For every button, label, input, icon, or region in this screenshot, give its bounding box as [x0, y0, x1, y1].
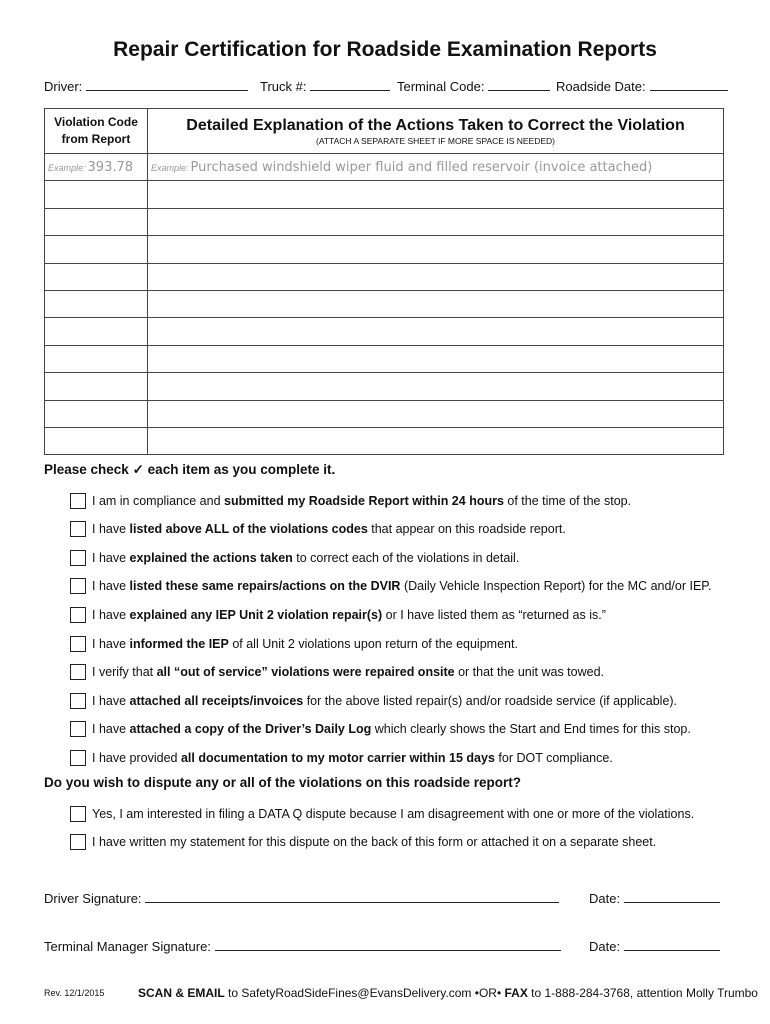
checkbox[interactable]	[70, 636, 86, 652]
truck-label: Truck #:	[260, 79, 307, 94]
table-row[interactable]	[45, 345, 724, 372]
code-cell[interactable]	[45, 208, 148, 235]
checklist-item	[70, 693, 677, 709]
explanation-cell[interactable]	[148, 263, 724, 290]
roadside-date-label: Roadside Date:	[556, 79, 646, 94]
terminal-label: Terminal Code:	[397, 79, 485, 94]
manager-date-line[interactable]	[624, 938, 720, 951]
table-row[interactable]	[45, 400, 724, 427]
checklist-item	[70, 750, 613, 766]
table-row[interactable]	[45, 318, 724, 345]
explanation-cell[interactable]	[148, 208, 724, 235]
explanation-cell[interactable]	[148, 345, 724, 372]
table-row[interactable]	[45, 236, 724, 263]
explanation-cell[interactable]	[148, 181, 724, 208]
checkbox[interactable]	[70, 806, 86, 822]
explanation-cell[interactable]	[148, 318, 724, 345]
manager-signature-field[interactable]	[44, 938, 561, 954]
manager-signature-line[interactable]	[215, 938, 561, 951]
truck-input-line[interactable]	[310, 78, 390, 91]
checkbox[interactable]	[70, 607, 86, 623]
checklist-item-text: I have explained the actions taken to correct each of the violations in detail.	[92, 551, 520, 565]
checklist-item-text: I have explained any IEP Unit 2 violation repair(s) or I have listed them as “returned as is.”	[92, 608, 606, 622]
terminal-field[interactable]	[397, 78, 550, 94]
code-cell[interactable]	[45, 236, 148, 263]
driver-label: Driver:	[44, 79, 83, 94]
truck-field[interactable]	[260, 78, 390, 94]
dispute-item-text: I have written my statement for this dispute on the back of this form or attached it on a separate sheet.	[92, 835, 657, 849]
driver-date-label: Date:	[589, 891, 621, 906]
driver-date-field[interactable]	[589, 890, 720, 906]
manager-date-label: Date:	[589, 939, 621, 954]
driver-date-line[interactable]	[624, 890, 720, 903]
driver-signature-line[interactable]	[145, 890, 559, 903]
checklist-item	[70, 521, 566, 537]
checklist-item-text: I verify that all “out of service” violations were repaired onsite or that the unit was towed.	[92, 665, 605, 679]
explanation-cell[interactable]	[148, 236, 724, 263]
violations-table	[44, 108, 724, 455]
page-title: Repair Certification for Roadside Examination Reports	[113, 38, 657, 61]
code-cell[interactable]	[45, 290, 148, 317]
revision-date: Rev. 12/1/2015	[44, 988, 105, 998]
checklist-item	[70, 664, 604, 680]
checkbox[interactable]	[70, 664, 86, 680]
manager-signature-label: Terminal Manager Signature:	[44, 939, 211, 954]
code-cell[interactable]	[45, 373, 148, 400]
table-header-row	[45, 109, 724, 154]
checklist-item-text: I have listed these same repairs/actions on the DVIR (Daily Vehicle Inspection Report) for the MC and/or IEP.	[92, 579, 712, 593]
checklist-item-text: I have attached all receipts/invoices for the above listed repair(s) and/or roadside service (if applicable).	[92, 694, 678, 708]
dispute-item	[70, 806, 694, 822]
table-row[interactable]	[45, 373, 724, 400]
driver-input-line[interactable]	[86, 78, 248, 91]
dispute-heading: Do you wish to dispute any or all of the violations on this roadside report?	[44, 775, 522, 790]
checklist-item-text: I have listed above ALL of the violations codes that appear on this roadside report.	[92, 522, 566, 536]
checklist-item	[70, 607, 606, 623]
roadside-date-field[interactable]	[556, 78, 728, 94]
checklist-item	[70, 493, 631, 509]
checklist-item	[70, 721, 691, 737]
checklist-item	[70, 636, 518, 652]
explanation-header-title: Detailed Explanation of the Actions Taken to Correct the Violation	[186, 116, 685, 134]
checklist-item-text: I have informed the IEP of all Unit 2 violations upon return of the equipment.	[92, 637, 518, 651]
checklist-item-text: I am in compliance and submitted my Roadside Report within 24 hours of the time of the stop.	[92, 494, 632, 508]
table-row[interactable]	[45, 290, 724, 317]
code-cell[interactable]	[45, 345, 148, 372]
manager-date-field[interactable]	[589, 938, 720, 954]
explanation-cell[interactable]	[148, 290, 724, 317]
table-row[interactable]	[45, 181, 724, 208]
table-row[interactable]	[45, 427, 724, 454]
checkbox[interactable]	[70, 693, 86, 709]
code-cell[interactable]	[45, 400, 148, 427]
violation-code-header: Violation Code from Report	[45, 109, 148, 154]
driver-field[interactable]	[44, 78, 248, 94]
terminal-input-line[interactable]	[488, 78, 550, 91]
code-cell[interactable]	[45, 427, 148, 454]
checkbox[interactable]	[70, 578, 86, 594]
explanation-header	[148, 109, 724, 154]
submission-instructions: SCAN & EMAIL to SafetyRoadSideFines@EvansDelivery.com •OR• FAX to 1-888-284-3768, attention Molly Trumbo	[138, 986, 758, 1000]
explanation-header-note: (ATTACH A SEPARATE SHEET IF MORE SPACE IS NEEDED)	[316, 135, 555, 146]
driver-signature-field[interactable]	[44, 890, 559, 906]
checkbox[interactable]	[70, 550, 86, 566]
code-cell[interactable]	[45, 318, 148, 345]
driver-signature-label: Driver Signature:	[44, 891, 142, 906]
checkbox[interactable]	[70, 750, 86, 766]
checkbox[interactable]	[70, 721, 86, 737]
checklist-item	[70, 550, 519, 566]
code-cell[interactable]	[45, 263, 148, 290]
dispute-item-text: Yes, I am interested in filing a DATA Q dispute because I am disagreement with one or more of the violations.	[92, 807, 695, 821]
table-row[interactable]	[45, 208, 724, 235]
example-row	[45, 154, 724, 181]
code-cell[interactable]	[45, 181, 148, 208]
example-code-cell: Example: 393.78	[45, 154, 148, 181]
example-text-cell: Example: Purchased windshield wiper fluid and filled reservoir (invoice attached)	[148, 154, 724, 181]
checkmark-icon: ✓	[132, 462, 144, 477]
explanation-cell[interactable]	[148, 400, 724, 427]
checkbox[interactable]	[70, 834, 86, 850]
checkbox[interactable]	[70, 521, 86, 537]
checklist-item-text: I have provided all documentation to my motor carrier within 15 days for DOT compliance.	[92, 751, 613, 765]
checklist-heading: Please check ✓ each item as you complete it.	[44, 462, 336, 477]
checkbox[interactable]	[70, 493, 86, 509]
dispute-item	[70, 834, 656, 850]
checklist-item	[70, 578, 712, 594]
table-row[interactable]	[45, 263, 724, 290]
checklist-item-text: I have attached a copy of the Driver’s Daily Log which clearly shows the Start and End times for this stop.	[92, 722, 691, 736]
explanation-cell[interactable]	[148, 427, 724, 454]
roadside-date-input-line[interactable]	[650, 78, 728, 91]
explanation-cell[interactable]	[148, 373, 724, 400]
